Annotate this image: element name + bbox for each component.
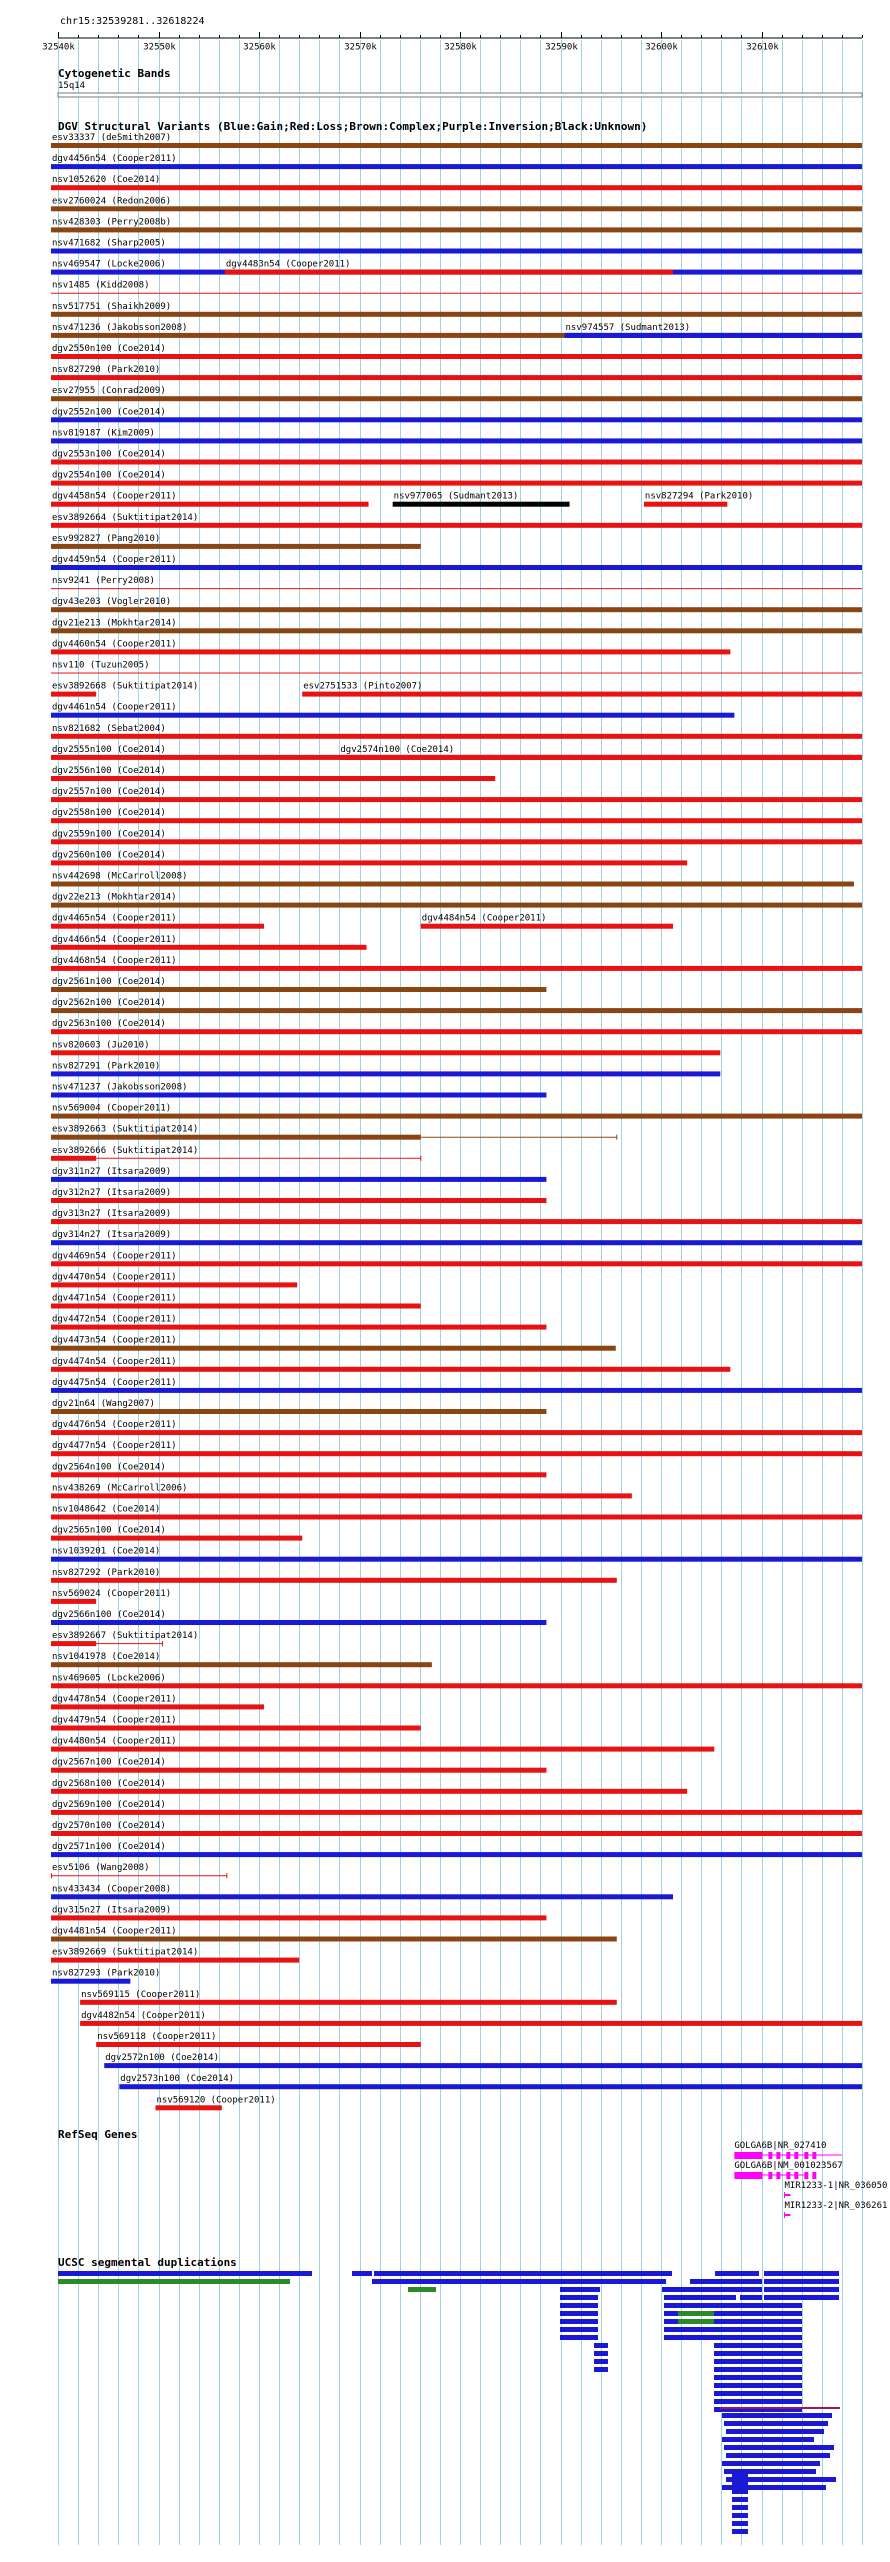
ruler-ticks — [42, 32, 862, 53]
gene-exon[interactable] — [786, 2152, 790, 2159]
variant-label: dgv2550n100 (Coe2014) — [51, 344, 166, 354]
variant-label: dgv4473n54 (Cooper2011) — [51, 1335, 177, 1346]
variant-label: esv2751533 (Pinto2007) — [303, 681, 423, 692]
gene-exon[interactable] — [776, 2172, 780, 2179]
variant-label: dgv2560n100 (Coe2014) — [51, 850, 166, 861]
variant-label: esv27955 (Conrad2009) — [51, 386, 166, 397]
variant-bar[interactable] — [51, 1768, 546, 1773]
variant-label: dgv2554n100 (Coe2014) — [51, 470, 166, 481]
segdup-feature[interactable] — [714, 2399, 802, 2404]
gene-exon[interactable] — [812, 2172, 816, 2179]
variant-bar[interactable] — [51, 1620, 546, 1625]
variant-bar[interactable] — [51, 1008, 862, 1013]
variant-label: nsv1039201 (Coe2014) — [51, 1546, 161, 1557]
variant-bar[interactable] — [51, 1219, 862, 1224]
variant-bar[interactable] — [51, 417, 862, 422]
variant-bar[interactable] — [51, 164, 862, 169]
segdup-feature[interactable] — [560, 2303, 598, 2308]
variant-bar[interactable] — [51, 903, 862, 908]
variant-bar[interactable] — [51, 1915, 546, 1920]
variant-label: dgv2553n100 (Coe2014) — [51, 449, 166, 460]
variant-bar[interactable] — [51, 882, 854, 887]
variant-label: dgv4472n54 (Cooper2011) — [51, 1314, 177, 1325]
segdup-feature[interactable] — [662, 2287, 762, 2292]
variant-bar[interactable] — [51, 713, 734, 718]
variant-label: dgv2567n100 (Coe2014) — [51, 1757, 166, 1768]
variant-label: nsv471682 (Sharp2005) — [51, 238, 166, 249]
variant-label: nsv821682 (Sebat2004) — [51, 723, 166, 734]
variant-bar[interactable] — [644, 502, 727, 507]
segdup-feature[interactable] — [714, 2359, 802, 2364]
segdup-feature[interactable] — [560, 2295, 598, 2300]
variant-bar[interactable] — [421, 924, 673, 929]
variant-bar[interactable] — [51, 354, 862, 359]
segdup-feature[interactable] — [594, 2359, 608, 2364]
variant-bar[interactable] — [119, 2084, 862, 2089]
variant-label: dgv314n27 (Itsara2009) — [51, 1230, 172, 1241]
variant-bar[interactable] — [51, 776, 495, 781]
variant-label: dgv2569n100 (Coe2014) — [51, 1799, 166, 1810]
variant-bar[interactable] — [51, 1114, 862, 1119]
variant-label: dgv2565n100 (Coe2014) — [51, 1525, 166, 1536]
ruler-tick-label: 32540k — [42, 42, 75, 53]
variant-bar[interactable] — [51, 375, 862, 380]
refseq-gene-label: MIR1233-2|NR_036261 — [784, 2201, 888, 2211]
variant-bar[interactable] — [51, 1873, 52, 1878]
variant-label: nsv1485 (Kidd2008) — [51, 280, 150, 291]
segdup-feature[interactable] — [714, 2319, 802, 2324]
variant-label: nsv827293 (Park2010) — [51, 1968, 161, 1979]
variant-bar[interactable] — [51, 1282, 297, 1287]
variant-label: dgv4465n54 (Cooper2011) — [51, 913, 177, 924]
segdup-feature[interactable] — [714, 2351, 802, 2356]
segdup-feature[interactable] — [732, 2513, 748, 2518]
variant-label: dgv4460n54 (Cooper2011) — [51, 639, 177, 650]
variant-label: nsv110 (Tuzun2005) — [51, 660, 150, 671]
variant-label: dgv4459n54 (Cooper2011) — [51, 555, 177, 565]
segdup-feature[interactable] — [560, 2287, 600, 2292]
segdup-feature[interactable] — [764, 2295, 839, 2300]
variant-label: dgv2557n100 (Coe2014) — [51, 787, 166, 798]
variant-label: nsv827290 (Park2010) — [51, 365, 161, 376]
variant-bar[interactable] — [104, 2063, 862, 2068]
variant-label: dgv4474n54 (Cooper2011) — [51, 1356, 177, 1367]
cytoband-track-title: Cytogenetic Bands — [58, 67, 171, 80]
variant-label: dgv4481n54 (Cooper2011) — [51, 1926, 177, 1937]
segdup-feature[interactable] — [58, 2279, 290, 2284]
variant-bar[interactable] — [51, 734, 862, 739]
variant-bar[interactable] — [51, 438, 862, 443]
variant-bar[interactable] — [51, 1810, 862, 1815]
variant-label: esv3892668 (Suktitipat2014) — [51, 681, 199, 692]
variant-label: nsv471237 (Jakobsson2008) — [51, 1082, 188, 1093]
variant-bar[interactable] — [51, 1304, 421, 1309]
segdup-track-title: UCSC segmental duplications — [58, 2256, 237, 2269]
variant-label: dgv4458n54 (Cooper2011) — [51, 491, 177, 502]
variant-label: dgv2572n100 (Coe2014) — [105, 2053, 220, 2064]
variant-label: nsv820603 (Ju2010) — [51, 1040, 150, 1051]
variant-label: dgv2559n100 (Coe2014) — [51, 829, 166, 840]
segdup-feature[interactable] — [740, 2295, 762, 2300]
variant-bar[interactable] — [51, 544, 421, 549]
variant-bar[interactable] — [51, 1641, 96, 1646]
refseq-gene-label: GOLGA6B|NR_027410 — [734, 2141, 827, 2151]
variant-bar[interactable] — [51, 1135, 421, 1140]
variant-label: nsv471236 (Jakobsson2008) — [51, 322, 188, 333]
variant-bar[interactable] — [51, 987, 546, 992]
ruler-tick-label: 32580k — [444, 42, 477, 53]
segdup-feature[interactable] — [664, 2295, 736, 2300]
refseq-gene-label: GOLGA6B|NM_001023567 — [734, 2161, 843, 2171]
variant-label: nsv569004 (Cooper2011) — [51, 1103, 172, 1114]
ruler-tick-label: 32550k — [143, 42, 176, 53]
variant-label: esv992827 (Pang2010) — [51, 533, 161, 544]
gene-exon[interactable] — [794, 2152, 798, 2159]
variant-bar[interactable] — [51, 312, 862, 317]
variant-label: esv3892667 (Suktitipat2014) — [51, 1631, 199, 1642]
variant-label: nsv569118 (Cooper2011) — [97, 2032, 217, 2042]
variant-label: dgv2574n100 (Coe2014) — [340, 744, 455, 755]
segdup-feature[interactable] — [560, 2311, 598, 2316]
variant-label: nsv469547 (Locke2006) — [51, 259, 166, 270]
variant-bar[interactable] — [51, 185, 862, 190]
segdup-feature[interactable] — [720, 2407, 840, 2409]
variant-bar[interactable] — [51, 502, 369, 507]
variant-bar[interactable] — [51, 628, 862, 633]
variant-label: nsv1041978 (Coe2014) — [51, 1652, 161, 1663]
variant-bar[interactable] — [51, 1852, 862, 1857]
gene-exon[interactable] — [734, 2152, 762, 2159]
variant-label: dgv2552n100 (Coe2014) — [51, 407, 166, 418]
variant-bar[interactable] — [51, 227, 862, 232]
variant-bar[interactable] — [80, 2000, 617, 2005]
variant-bar[interactable] — [80, 2021, 862, 2026]
variant-label: dgv4461n54 (Cooper2011) — [51, 702, 177, 713]
variant-bar[interactable] — [51, 1430, 862, 1435]
variant-label: dgv4482n54 (Cooper2011) — [81, 2010, 206, 2021]
segdup-feature[interactable] — [714, 2343, 802, 2348]
variant-label: dgv4480n54 (Cooper2011) — [51, 1736, 177, 1747]
segdup-feature[interactable] — [764, 2287, 839, 2292]
variant-label: dgv21n64 (Wang2007) — [51, 1399, 155, 1409]
cytoband-label: 15q14 — [58, 81, 86, 91]
variant-bar[interactable] — [51, 1346, 616, 1351]
segdup-feature[interactable] — [690, 2279, 762, 2284]
variant-bar[interactable] — [393, 502, 570, 507]
segdup-feature[interactable] — [732, 2521, 748, 2526]
variant-bar[interactable] — [51, 607, 862, 612]
segdup-feature[interactable] — [724, 2445, 834, 2450]
ruler-tick-label: 32600k — [645, 42, 678, 53]
segdup-feature[interactable] — [732, 2481, 748, 2486]
variant-label: esv33337 (deSmith2007) — [51, 133, 172, 143]
variant-bar[interactable] — [51, 206, 862, 211]
variant-bar[interactable] — [51, 1515, 862, 1520]
segdup-feature[interactable] — [732, 2497, 748, 2502]
variant-bar[interactable] — [51, 1831, 862, 1836]
variant-bar[interactable] — [51, 249, 862, 254]
variant-bar[interactable] — [51, 924, 264, 929]
variant-bar[interactable] — [51, 860, 687, 865]
variant-label: dgv4484n54 (Cooper2011) — [421, 913, 547, 924]
segdup-feature[interactable] — [560, 2335, 598, 2340]
variant-label: dgv4483n54 (Cooper2011) — [225, 259, 351, 270]
variant-label: dgv2562n100 (Coe2014) — [51, 998, 166, 1009]
variant-label: nsv569115 (Cooper2011) — [81, 1989, 201, 2000]
segdup-features — [58, 2271, 840, 2534]
variant-label: nsv433434 (Cooper2008) — [51, 1884, 172, 1895]
variant-label: nsv819187 (Kim2009) — [51, 428, 155, 439]
segdup-feature[interactable] — [714, 2303, 802, 2308]
gene-exon[interactable] — [804, 2172, 808, 2179]
variant-label: nsv974557 (Sudmant2013) — [565, 322, 691, 333]
segdup-feature[interactable] — [732, 2489, 748, 2494]
variant-label: dgv22e213 (Mokhtar2014) — [51, 892, 177, 903]
variant-label: nsv569120 (Cooper2011) — [156, 2095, 276, 2106]
refseq-track — [58, 2128, 887, 2218]
segdup-feature[interactable] — [722, 2461, 820, 2466]
segdup-feature[interactable] — [714, 2311, 802, 2316]
refseq-genes — [734, 2141, 887, 2218]
variant-bar[interactable] — [51, 523, 862, 528]
segdup-feature[interactable] — [764, 2279, 839, 2284]
variant-bar[interactable] — [51, 1409, 546, 1414]
variant-label: nsv977065 (Sudmant2013) — [393, 491, 519, 502]
variant-label: esv3892666 (Suktitipat2014) — [51, 1145, 199, 1156]
variant-bar[interactable] — [51, 649, 730, 654]
variant-bar[interactable] — [51, 1093, 546, 1098]
variant-label: dgv4470n54 (Cooper2011) — [51, 1272, 177, 1283]
variant-label: dgv312n27 (Itsara2009) — [51, 1188, 172, 1198]
variant-label: nsv428303 (Perry2008b) — [51, 217, 172, 228]
segdup-feature[interactable] — [726, 2453, 830, 2458]
segdup-feature[interactable] — [408, 2287, 436, 2292]
gene-exon[interactable] — [794, 2172, 798, 2179]
variant-label: dgv4478n54 (Cooper2011) — [51, 1694, 177, 1705]
segdup-feature[interactable] — [714, 2391, 802, 2396]
variant-label: esv5106 (Wang2008) — [51, 1863, 150, 1874]
variant-label: nsv442698 (McCarroll2008) — [51, 871, 188, 882]
ruler-tick-label: 32610k — [746, 42, 779, 53]
variant-bar[interactable] — [51, 1261, 862, 1266]
variant-bar[interactable] — [51, 1240, 862, 1245]
variant-label: dgv4469n54 (Cooper2011) — [51, 1251, 177, 1262]
variant-bar[interactable] — [339, 755, 862, 760]
segdup-feature[interactable] — [764, 2271, 839, 2276]
segdup-feature[interactable] — [722, 2413, 832, 2418]
variant-label: dgv2570n100 (Coe2014) — [51, 1821, 166, 1831]
segdup-feature[interactable] — [732, 2473, 748, 2478]
variant-bar[interactable] — [51, 396, 862, 401]
gene-exon[interactable] — [768, 2152, 772, 2159]
gene-exon[interactable] — [776, 2152, 780, 2159]
variant-bar[interactable] — [51, 1325, 546, 1330]
variant-label: nsv569024 (Cooper2011) — [51, 1588, 172, 1599]
variant-label: dgv2571n100 (Coe2014) — [51, 1842, 166, 1853]
segdup-feature[interactable] — [560, 2327, 598, 2332]
variant-bar[interactable] — [51, 1662, 432, 1667]
variant-bar[interactable] — [51, 966, 862, 971]
segdup-feature[interactable] — [714, 2335, 802, 2340]
variant-bar[interactable] — [51, 481, 862, 486]
variant-label: dgv4456n54 (Cooper2011) — [51, 154, 177, 165]
variant-bar[interactable] — [51, 692, 96, 697]
variant-bar[interactable] — [51, 1894, 673, 1899]
variant-bar[interactable] — [51, 1071, 720, 1076]
ruler-tick-label: 32590k — [545, 42, 578, 53]
variant-bar[interactable] — [51, 797, 862, 802]
segdup-feature[interactable] — [715, 2271, 759, 2276]
variant-bar[interactable] — [51, 1937, 617, 1942]
variant-label: dgv4475n54 (Cooper2011) — [51, 1377, 177, 1388]
variant-bar[interactable] — [51, 818, 862, 823]
variant-label: esv3892663 (Suktitipat2014) — [51, 1124, 199, 1135]
variant-bar[interactable] — [51, 945, 367, 950]
variant-bar[interactable] — [51, 1367, 730, 1372]
ruler-tick-label: 32570k — [344, 42, 377, 53]
segdup-feature[interactable] — [372, 2279, 666, 2284]
variant-bar[interactable] — [51, 1472, 546, 1477]
variant-label: dgv4477n54 (Cooper2011) — [51, 1441, 177, 1452]
variant-bar[interactable] — [51, 460, 862, 465]
variant-label: nsv827292 (Park2010) — [51, 1567, 161, 1578]
variant-bar[interactable] — [51, 1747, 714, 1752]
variant-bar[interactable] — [51, 1704, 264, 1709]
segdup-feature[interactable] — [714, 2327, 802, 2332]
variant-label: dgv4468n54 (Cooper2011) — [51, 955, 177, 966]
ruler-tick-label: 32560k — [243, 42, 276, 53]
gene-exon[interactable] — [768, 2172, 772, 2179]
variant-bar[interactable] — [51, 1789, 687, 1794]
variant-label: dgv315n27 (Itsara2009) — [51, 1905, 172, 1916]
variant-bar[interactable] — [51, 1388, 862, 1393]
cytoband-bar — [58, 93, 862, 97]
variant-label: esv3892664 (Suktitipat2014) — [51, 512, 199, 523]
variant-label: dgv2566n100 (Coe2014) — [51, 1610, 166, 1620]
segdup-feature[interactable] — [732, 2505, 748, 2510]
variant-bar[interactable] — [51, 1683, 862, 1688]
gene-exon[interactable] — [812, 2152, 816, 2159]
variant-label: dgv2563n100 (Coe2014) — [51, 1019, 166, 1030]
variant-label: dgv4466n54 (Cooper2011) — [51, 934, 177, 945]
dgv-variants — [51, 133, 862, 2110]
segdup-feature[interactable] — [714, 2367, 802, 2372]
variant-bar[interactable] — [51, 565, 862, 570]
variant-bar[interactable] — [51, 1050, 720, 1055]
segdup-feature[interactable] — [726, 2429, 824, 2434]
segdup-feature[interactable] — [722, 2437, 814, 2442]
variant-bar[interactable] — [51, 1599, 96, 1604]
variant-label: dgv313n27 (Itsara2009) — [51, 1209, 172, 1220]
variant-bar[interactable] — [51, 1979, 130, 1984]
refseq-track-title: RefSeq Genes — [58, 2128, 138, 2141]
ruler — [42, 16, 862, 53]
variant-bar[interactable] — [155, 2105, 221, 2110]
variant-label: nsv1048642 (Coe2014) — [51, 1504, 161, 1515]
segdup-feature[interactable] — [594, 2351, 608, 2356]
segdup-feature[interactable] — [594, 2343, 608, 2348]
variant-label: dgv2564n100 (Coe2014) — [51, 1462, 166, 1473]
variant-label: dgv21e213 (Mokhtar2014) — [51, 618, 177, 629]
region-label: chr15:32539281..32618224 — [60, 16, 205, 27]
segdup-feature[interactable] — [714, 2375, 802, 2380]
variant-label: dgv4476n54 (Cooper2011) — [51, 1420, 177, 1431]
variant-bar[interactable] — [51, 1451, 862, 1456]
variant-label: dgv2568n100 (Coe2014) — [51, 1778, 166, 1789]
variant-bar[interactable] — [51, 1557, 862, 1562]
segdup-feature[interactable] — [374, 2271, 672, 2276]
variant-bar[interactable] — [51, 143, 862, 148]
variant-bar[interactable] — [225, 270, 673, 275]
variant-label: dgv2555n100 (Coe2014) — [51, 744, 166, 755]
variant-bar[interactable] — [51, 1029, 862, 1034]
dgv-track — [51, 120, 862, 2110]
variant-label: dgv2556n100 (Coe2014) — [51, 766, 166, 776]
variant-label: dgv4471n54 (Cooper2011) — [51, 1293, 177, 1304]
variant-bar[interactable] — [302, 692, 862, 697]
gene-exon[interactable] — [804, 2152, 808, 2159]
variant-label: dgv2573n100 (Coe2014) — [120, 2074, 235, 2085]
variant-label: dgv43e203 (Vogler2010) — [51, 597, 172, 608]
variant-bar[interactable] — [51, 1578, 617, 1583]
variant-bar[interactable] — [51, 1726, 421, 1731]
variant-label: dgv2561n100 (Coe2014) — [51, 977, 166, 987]
variant-label: nsv469605 (Locke2006) — [51, 1673, 166, 1684]
variant-label: nsv9241 (Perry2008) — [51, 576, 155, 587]
variant-bar[interactable] — [51, 1177, 546, 1182]
variant-label: dgv311n27 (Itsara2009) — [51, 1166, 172, 1177]
segdup-track — [58, 2256, 840, 2534]
refseq-gene-label: MIR1233-1|NR_036050 — [784, 2181, 888, 2191]
segdup-feature[interactable] — [352, 2271, 372, 2276]
segdup-feature[interactable] — [594, 2367, 608, 2372]
variant-bar[interactable] — [51, 1536, 302, 1541]
dgv-track-title: DGV Structural Variants (Blue:Gain;Red:Loss;Brown:Complex;Purple:Inversion;Black:Unknown) — [58, 120, 648, 133]
variant-label: esv2760024 (Redon2006) — [51, 196, 172, 207]
gene-exon[interactable] — [786, 2172, 790, 2179]
variant-bar[interactable] — [51, 1958, 299, 1963]
variant-bar[interactable] — [565, 333, 862, 338]
variant-label: nsv827291 (Park2010) — [51, 1061, 161, 1072]
gene-exon[interactable] — [734, 2172, 762, 2179]
variant-bar[interactable] — [96, 2042, 421, 2047]
segdup-feature[interactable] — [714, 2383, 802, 2388]
variant-label: esv3892669 (Suktitipat2014) — [51, 1947, 199, 1958]
variant-label: dgv4479n54 (Cooper2011) — [51, 1715, 177, 1726]
variant-bar[interactable] — [51, 1156, 96, 1161]
variant-label: dgv2558n100 (Coe2014) — [51, 808, 166, 819]
variant-bar[interactable] — [51, 1198, 546, 1203]
segdup-feature[interactable] — [724, 2421, 828, 2426]
segdup-feature[interactable] — [732, 2529, 748, 2534]
variant-bar[interactable] — [51, 1493, 632, 1498]
segdup-feature[interactable] — [560, 2319, 598, 2324]
variant-label: nsv438269 (McCarroll2006) — [51, 1483, 188, 1494]
variant-label: nsv827294 (Park2010) — [644, 491, 754, 502]
variant-label: nsv517751 (Shaikh2009) — [51, 301, 172, 312]
segdup-feature[interactable] — [58, 2271, 312, 2276]
variant-bar[interactable] — [51, 839, 862, 844]
variant-label: nsv1052620 (Coe2014) — [51, 175, 161, 186]
